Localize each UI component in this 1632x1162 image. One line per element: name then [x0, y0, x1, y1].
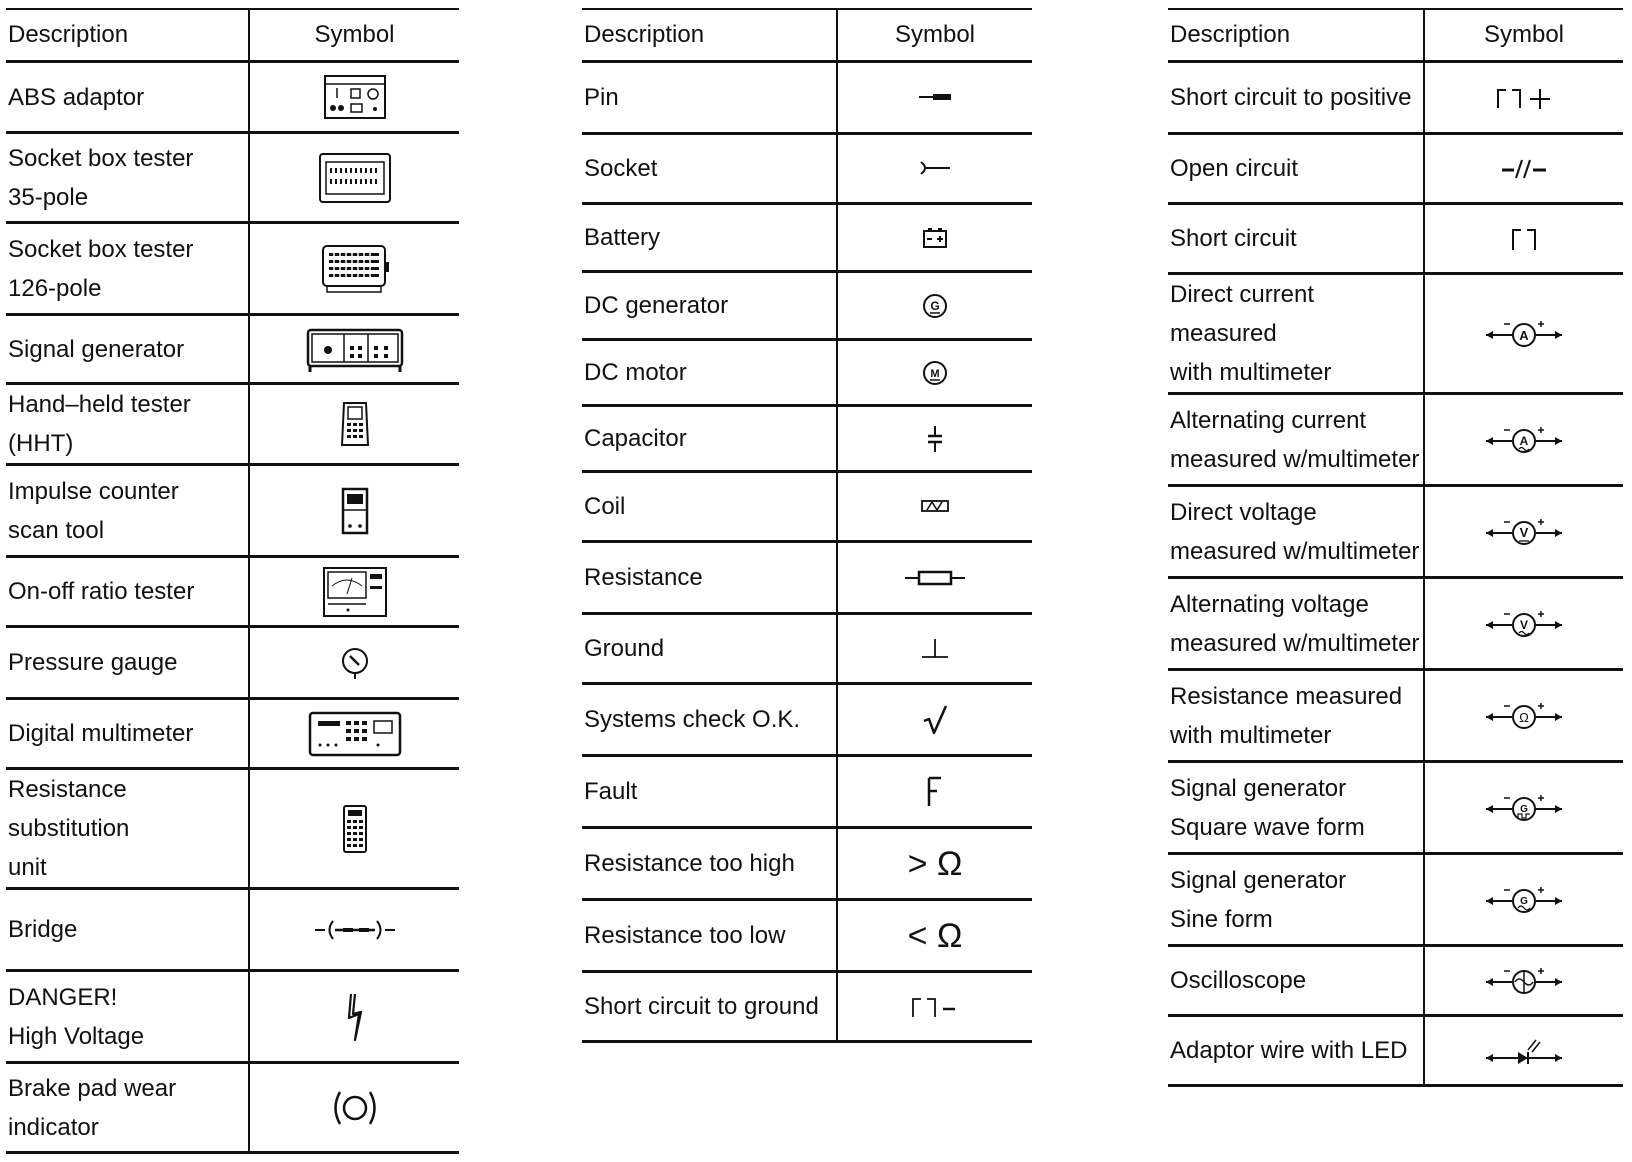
symbol-table [1168, 8, 1623, 1087]
row-description: Impulse counter scan tool [8, 477, 179, 544]
table-row [1168, 946, 1623, 1016]
svg-text:V: V [1519, 524, 1529, 540]
sine-wave-generator-icon [1484, 884, 1564, 916]
row-description: DC motor [584, 359, 687, 386]
table-row [6, 769, 459, 889]
table-row [582, 542, 1032, 614]
symbol-table-column-2 [582, 8, 1032, 1043]
dc-generator-icon [921, 292, 949, 320]
row-description: DC generator [584, 292, 729, 319]
table-row [6, 223, 459, 315]
check-ok-icon [921, 703, 949, 737]
table-row [6, 465, 459, 557]
fault-icon [926, 775, 944, 809]
ground-icon [920, 637, 950, 661]
coil-icon [920, 498, 950, 514]
table-row [6, 1063, 459, 1153]
table-row [582, 472, 1032, 542]
open-circuit-icon [1500, 156, 1548, 182]
row-description: Systems check O.K. [584, 706, 801, 733]
ac-voltmeter-icon [1484, 608, 1564, 640]
row-description: Resistance measured with multimeter [1170, 682, 1403, 749]
svg-text:G: G [930, 298, 940, 313]
resistance-substitution-icon [341, 804, 369, 854]
row-description: Alternating voltage measured w/multimeter [1170, 590, 1420, 657]
row-description: Bridge [8, 916, 78, 943]
table-row [6, 384, 459, 465]
high-voltage-icon [345, 992, 365, 1042]
row-description: Signal generator [8, 335, 185, 363]
capacitor-icon [925, 424, 945, 454]
oscilloscope-icon [1484, 965, 1564, 997]
socket-box-35-icon [318, 152, 392, 204]
table-header-row [582, 9, 1032, 62]
table-row [1168, 1016, 1623, 1086]
table-row [582, 614, 1032, 684]
description-header: Description [1168, 9, 1424, 62]
brake-pad-wear-icon [332, 1089, 378, 1127]
table-row [582, 756, 1032, 828]
table-row [1168, 578, 1623, 670]
row-description: Resistance substitution unit [8, 776, 130, 881]
table-row [1168, 204, 1623, 274]
pressure-gauge-icon [339, 645, 371, 681]
table-row [6, 971, 459, 1063]
table-row [6, 133, 459, 223]
table-row [6, 627, 459, 699]
row-description: Fault [584, 778, 638, 805]
impulse-counter-icon [340, 486, 370, 536]
row-description: Resistance [584, 564, 703, 591]
dc-motor-icon [921, 359, 949, 387]
row-description: On-off ratio tester [8, 578, 195, 605]
table-row [1168, 62, 1623, 134]
row-description: Coil [584, 493, 626, 520]
table-row [1168, 134, 1623, 204]
table-row [6, 62, 459, 133]
resistance-high-icon: > Ω [907, 844, 963, 883]
row-description: Capacitor [584, 425, 687, 452]
table-row [582, 972, 1032, 1042]
socket-box-126-icon [319, 242, 391, 296]
row-description: Adaptor wire with LED [1170, 1037, 1408, 1064]
bridge-icon [313, 918, 397, 942]
row-description: Brake pad wear indicator [8, 1074, 177, 1141]
table-row [582, 340, 1032, 406]
table-row [582, 828, 1032, 900]
row-description: Battery [584, 224, 661, 251]
battery-icon [922, 227, 948, 249]
table-row [1168, 762, 1623, 854]
row-description: Direct current measured with multimeter [1170, 281, 1332, 386]
symbol-table [582, 8, 1032, 1043]
svg-text:Ω: Ω [1519, 709, 1529, 725]
table-row [582, 204, 1032, 272]
row-description: Resistance too low [584, 922, 786, 949]
short-to-positive-icon [1494, 84, 1554, 112]
row-description: Hand–held tester (HHT) [8, 391, 191, 457]
table-row [1168, 394, 1623, 486]
socket-icon [918, 160, 952, 176]
description-header: Description [6, 9, 249, 62]
row-description: Resistance too high [584, 850, 795, 877]
hand-held-tester-icon [338, 399, 372, 449]
row-description: Socket box tester 126-pole [8, 235, 194, 302]
table-row [582, 684, 1032, 756]
table-row [1168, 670, 1623, 762]
symbol-table-column-3 [1168, 8, 1623, 1087]
table-row [582, 406, 1032, 472]
row-description: Short circuit to ground [584, 993, 819, 1020]
table-row [1168, 274, 1623, 394]
svg-text:G: G [1520, 803, 1528, 815]
row-description: DANGER! High Voltage [8, 983, 145, 1050]
svg-text:A: A [1519, 433, 1529, 448]
on-off-ratio-tester-icon [322, 566, 388, 618]
table-row [1168, 854, 1623, 946]
resistance-icon [903, 568, 967, 588]
led-adaptor-icon [1484, 1036, 1564, 1066]
row-description: Short circuit to positive [1170, 84, 1412, 111]
row-description: Socket [584, 155, 658, 182]
svg-text:M: M [930, 367, 940, 380]
abs-adaptor-icon [323, 74, 387, 120]
table-row [1168, 486, 1623, 578]
symbol-table [6, 8, 459, 1154]
pin-icon [917, 91, 953, 103]
row-description: Signal generator Sine form [1170, 866, 1347, 933]
svg-text:G: G [1520, 895, 1528, 907]
svg-text:V: V [1519, 617, 1529, 632]
row-description: Direct voltage measured w/multimeter [1170, 498, 1420, 565]
ac-ammeter-icon [1484, 424, 1564, 456]
row-description: Digital multimeter [8, 720, 194, 747]
row-description: Short circuit [1170, 225, 1297, 252]
row-description: Signal generator Square wave form [1170, 774, 1365, 841]
dc-ammeter-icon [1484, 318, 1564, 350]
row-description: Ground [584, 635, 665, 662]
table-row [6, 699, 459, 769]
table-row [582, 900, 1032, 972]
table-row [582, 272, 1032, 340]
row-description: Pressure gauge [8, 649, 178, 676]
row-description: Open circuit [1170, 155, 1299, 182]
svg-text:A: A [1519, 327, 1529, 343]
row-description: Socket box tester 35-pole [8, 144, 194, 211]
dc-voltmeter-icon [1484, 516, 1564, 548]
table-header-row [6, 9, 459, 62]
row-description: ABS adaptor [8, 83, 145, 111]
symbol-table-column-1 [6, 8, 459, 1154]
row-description: Pin [584, 84, 619, 111]
row-description: Alternating current measured w/multimeter [1170, 406, 1420, 473]
symbol-header: Symbol [837, 9, 1032, 62]
signal-generator-device-icon [306, 324, 404, 374]
short-circuit-icon [1509, 226, 1539, 252]
resistance-low-icon: < Ω [907, 916, 963, 955]
table-row [6, 557, 459, 627]
table-row [582, 134, 1032, 204]
short-to-ground-icon [909, 995, 961, 1019]
symbol-header: Symbol [1424, 9, 1623, 62]
row-description: Oscilloscope [1170, 967, 1307, 994]
ohmmeter-icon [1484, 700, 1564, 732]
table-header-row [1168, 9, 1623, 62]
description-header: Description [582, 9, 837, 62]
table-row [6, 315, 459, 384]
table-row [6, 889, 459, 971]
symbol-header: Symbol [249, 9, 459, 62]
digital-multimeter-icon [308, 711, 402, 757]
square-wave-generator-icon [1484, 792, 1564, 824]
table-row [582, 62, 1032, 134]
